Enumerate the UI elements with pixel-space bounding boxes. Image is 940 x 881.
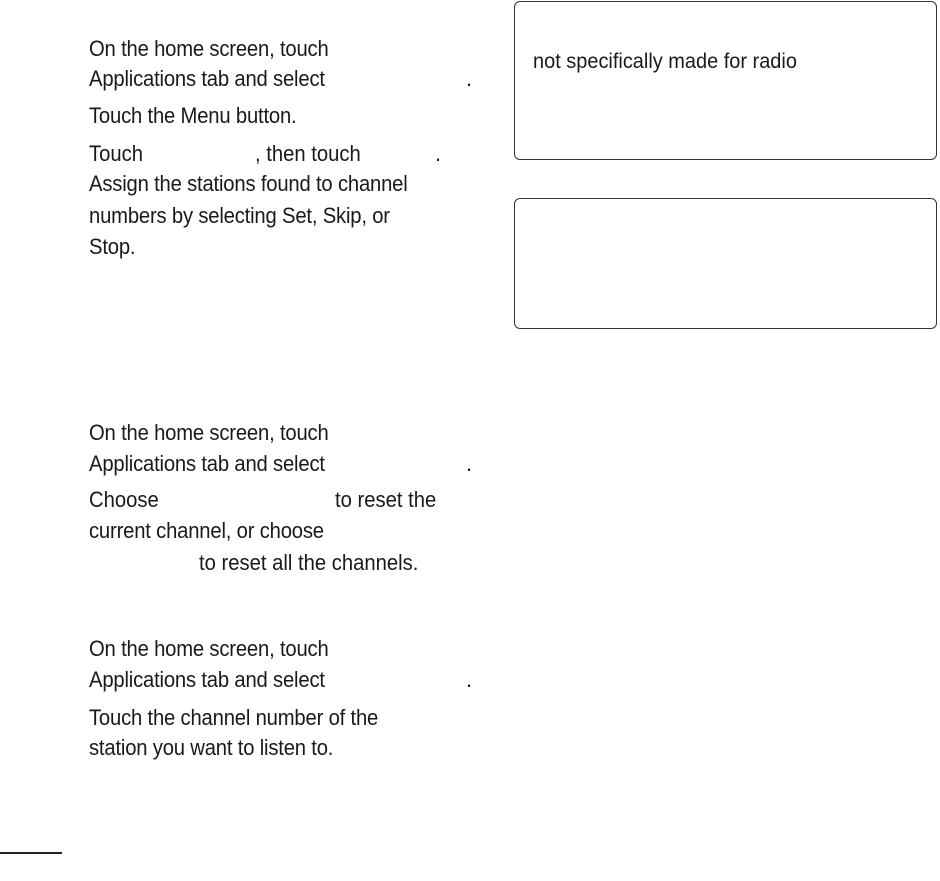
auto-scan-step1-period: . (466, 66, 473, 91)
reset-step1-line1: On the home screen, touch (89, 420, 329, 445)
reset-step1-line2: Applications tab and select (89, 451, 325, 476)
auto-scan-step1-line2: Applications tab and select (89, 66, 325, 91)
auto-scan-step3-touch: Touch (89, 141, 144, 166)
auto-scan-step2: Touch the Menu button. (89, 103, 297, 128)
listen-step2-line2: station you want to listen to. (89, 735, 334, 760)
listen-step1-period: . (466, 667, 473, 692)
auto-scan-step3-line3: numbers by selecting Set, Skip, or (89, 203, 390, 228)
reset-step2-reset: to reset the (335, 487, 437, 512)
listen-step1-line1: On the home screen, touch (89, 636, 329, 661)
auto-scan-step1-line1: On the home screen, touch (89, 36, 329, 61)
reset-step2-line3: to reset all the channels. (199, 550, 419, 575)
note-box-antenna (514, 1, 937, 160)
listen-step1-line2: Applications tab and select (89, 667, 325, 692)
footer-rule (0, 852, 62, 854)
auto-scan-step3-then: , then touch (255, 141, 361, 166)
auto-scan-step3-period: . (435, 141, 442, 166)
note-box-empty (514, 198, 937, 329)
reset-step1-period: . (466, 451, 473, 476)
note-box-antenna-text: not specifically made for radio (533, 50, 797, 73)
auto-scan-step3-line2: Assign the stations found to channel (89, 171, 408, 196)
listen-step2-line1: Touch the channel number of the (89, 705, 379, 730)
auto-scan-step3-line4: Stop. (89, 234, 136, 259)
reset-step2-choose: Choose (89, 487, 159, 512)
reset-step2-line2: current channel, or choose (89, 518, 324, 543)
